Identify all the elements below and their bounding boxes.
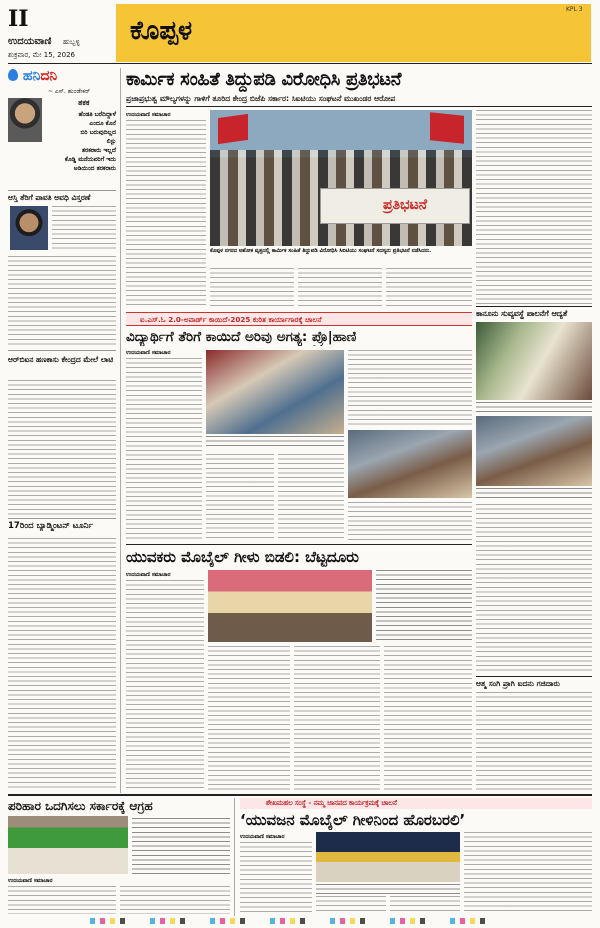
bottom-left-dateline: ಉದಯವಾಣಿ ಸಮಾಚಾರ xyxy=(8,878,53,884)
lead-text-col-1 xyxy=(126,120,206,308)
page-code: KPL 3 xyxy=(566,6,583,13)
story-2-photo xyxy=(206,350,344,434)
story-2-photo-2 xyxy=(348,430,472,498)
story-3-text-3 xyxy=(294,646,380,790)
story-2-text-3 xyxy=(278,454,344,540)
poem-line: ಲಿಸ್ಟು xyxy=(106,138,116,145)
registration-dots xyxy=(90,918,510,924)
story-2-caption xyxy=(206,436,344,450)
left-story-1-text xyxy=(52,206,116,252)
right-story-2-text xyxy=(476,692,592,790)
drop-icon xyxy=(8,69,18,81)
bottom-main-kicker-text: ಶೇಖಮಹಲ ಸಂಸ್ಥೆ - ನಮ್ಮ ಜಾನಪದ ಕಾರ್ಯಕ್ರಮಕ್ಕೆ ಚಾಲನೆ xyxy=(266,799,397,807)
dani-label: ದನಿ xyxy=(40,68,58,84)
bottom-left-caption xyxy=(132,818,230,874)
paper-name-text: ಉದಯವಾಣಿ xyxy=(8,36,52,47)
right-box-text xyxy=(476,504,592,674)
poem-title: ತಕಕ xyxy=(78,98,90,107)
story-3-rule xyxy=(126,544,472,545)
story-3-photo-side xyxy=(376,570,472,642)
bottom-left-headline: ಪರಿಹಾರ ಒದಗಿಸಲು ಸರ್ಕಾರಕ್ಕೆ ಆಗ್ರಹ xyxy=(8,799,153,813)
hani-label: ಹನಿ xyxy=(22,68,41,84)
right-box-photo xyxy=(476,322,592,400)
bottom-main-kicker xyxy=(240,798,592,809)
lead-headline: ಕಾರ್ಮಿಕ ಸಂಹಿತೆ ತಿದ್ದುಪಡಿ ವಿರೋಧಿಸಿ ಪ್ರತಿಭಟನೆ xyxy=(126,69,402,90)
paper-name xyxy=(8,36,80,47)
protest-banner-text: ಪ್ರತಿಭಟನೆ xyxy=(383,197,428,213)
bottom-vertical-rule xyxy=(234,798,235,916)
column-vertical-rule xyxy=(120,68,121,793)
right-box-rule xyxy=(476,306,592,307)
left-story-2-text xyxy=(8,380,116,516)
column-divider xyxy=(8,518,116,519)
left-story-1-photo xyxy=(10,206,48,250)
bottom-left-photo xyxy=(8,816,128,874)
page-number: II xyxy=(8,6,29,32)
poem-line: ತರಕರಾರು ಇಲ್ಲದೆ xyxy=(81,147,116,154)
bottom-main-text-4 xyxy=(464,832,592,914)
right-story-2-headline: ಆತ್ಮ ಸಂಗಿ ಪ್ರಾಗಿ ಐದನು ಗಜಿದಾರು xyxy=(476,679,560,688)
banner-strip-text: ಐ.ಎಸ್.ಓ 2.0-ಅವಾರ್ಡ್ ಕಾಯಿದೆ-2025 ಕುರಿತ ಕಾರ್ಯಾಗಾರಕ್ಕೆ ಚಾಲನೆ xyxy=(140,315,322,324)
lead-subhead-rule xyxy=(126,106,592,107)
bottom-main-text-2 xyxy=(316,896,386,914)
poem-line: ಎಂದೂ ಕೊನೆ xyxy=(89,120,116,127)
story-3-text-4 xyxy=(384,646,472,790)
bottom-main-text-3 xyxy=(390,896,460,914)
protest-banner xyxy=(320,188,470,224)
lead-text-col-5 xyxy=(476,110,592,304)
story-2-text-1 xyxy=(126,358,202,540)
section-title: ಕೊಪ್ಪಳ xyxy=(130,16,193,46)
left-story-1-text xyxy=(8,256,116,348)
bottom-left-text-2 xyxy=(120,886,230,914)
poem-body xyxy=(48,110,116,173)
poem-line: ಕೊಡ್ಡಿ ಮನೆಯವರಿಗೆ ಇದು xyxy=(64,156,116,163)
bottom-main-photo xyxy=(316,832,460,882)
story-2-text-4 xyxy=(348,350,472,426)
right-box-caption-2 xyxy=(476,488,592,500)
left-story-3-headline: 17ರಿಂದ ಬ್ಯಾಡ್ಮಿಂಟನ್ ಟೂರ್ನಿ xyxy=(8,521,93,531)
story-2-text-5 xyxy=(348,502,472,540)
lead-photo xyxy=(210,110,472,246)
bottom-section-rule xyxy=(8,794,592,796)
story-3-headline: ಯುವಕರು ಮೊಬೈಲ್ ಗೀಳು ಬಿಡಲಿ: ಬೆಟ್ಟದೂರು xyxy=(126,548,359,566)
hani-dani-logo xyxy=(8,68,116,84)
edition-text: ಹುಬ್ಬಳ್ಳಿ xyxy=(62,38,80,46)
lead-subhead: ಪ್ರಜಾಪ್ರಭುತ್ವ ಮೌಲ್ಯಗಳನ್ನು ಗಾಳಿಗೆ ತೂರಿದ ಕೇಂದ್ರ ಬಿಜೆಪಿ ಸರ್ಕಾರ: ಸಿಐಟಿಯು ಸಂಘಟನೆ ಮುಖಂಡರ ಆರೋಪ xyxy=(126,94,396,103)
protest-flag-icon xyxy=(430,112,464,144)
hani-dani-box xyxy=(8,68,116,188)
protest-flag-icon xyxy=(218,114,248,144)
story-3-text-1 xyxy=(126,580,204,790)
poet-portrait xyxy=(8,98,42,142)
story-2-headline: ವಿದ್ಯಾರ್ಥಿಗೆ ತೆರಿಗೆ ಕಾಯಿದೆ ಅರಿವು ಅಗತ್ಯ: ಪ್ರೊ|ಹಾಣಿ xyxy=(126,329,357,345)
right-box-headline: ಕಾನೂನು ಸುವ್ಯವಸ್ಥೆ ಪಾಲನೆಗೆ ಆದ್ಯತೆ xyxy=(476,309,568,318)
hani-dani-author: ~ ಎಸ್. ಹುಂಡೇಕರ್ xyxy=(48,88,91,95)
right-box-photo-2 xyxy=(476,416,592,486)
poem-line: ಅಡಿಯಿಂದ ತರಕರಾರು xyxy=(73,165,116,172)
issue-date: ಶುಕ್ರವಾರ, ಮೇ 15, 2026 xyxy=(8,51,75,59)
lead-caption: ಕೊಪ್ಪಳ ನಗರದ ಅಶೋಕ ವೃತ್ತದಲ್ಲಿ ಕಾರ್ಮಿಕ ಸಂಹಿತೆ ತಿದ್ದುಪಡಿ ವಿರೋಧಿಸಿ ಸಿಐಟಿಯು ಸಂಘಟನೆ ಸದಸ್ಯರು ಪ್ರತಿಭಟನೆ ನಡೆಸಿದರು. xyxy=(210,248,432,254)
story-2-text-2 xyxy=(206,454,274,540)
left-story-3-text xyxy=(8,538,116,790)
bottom-main-text-1 xyxy=(240,842,312,914)
masthead-rule xyxy=(8,63,592,64)
right-box-caption xyxy=(476,402,592,412)
lead-text-col-4 xyxy=(386,268,472,308)
left-story-1-headline: ಆಸ್ತಿ ತೆರಿಗೆ ಪಾವತಿ ಅವಧಿ ವಿಸ್ತರಣೆ xyxy=(8,193,91,202)
story-3-dateline: ಉದಯವಾಣಿ ಸಮಾಚಾರ xyxy=(126,572,171,578)
banner-strip xyxy=(126,312,472,326)
bottom-main-dateline: ಉದಯವಾಣಿ ಸಮಾಚಾರ xyxy=(240,834,285,840)
section-banner xyxy=(116,4,591,62)
lead-text-col-2 xyxy=(210,268,294,308)
bottom-main-caption xyxy=(316,884,460,894)
bottom-main-headline: ‘ಯುವಜನ ಮೊಬೈಲ್ ಗೀಳಿನಿಂದ ಹೊರಬರಲಿ’ xyxy=(240,811,466,829)
left-story-2-headline: ಆರ್‌ಬಿಐನ ಹಣಕಾಸು ಕೇಂದ್ರದ ಮೇಲೆ ಲಾಟಿ xyxy=(8,355,114,364)
poem-line: ಹೆಂಡತಿ ಬರೆದಿದ್ದಾಳೆ xyxy=(78,111,116,118)
story-2-dateline: ಉದಯವಾಣಿ ಸಮಾಚಾರ xyxy=(126,350,171,356)
poem-line: ಬಿರಿ ಬರುವುದಿಲ್ಲದ xyxy=(80,129,116,136)
right-story-2-rule xyxy=(476,676,592,677)
lead-dateline: ಉದಯವಾಣಿ ಸಮಾಚಾರ xyxy=(126,112,171,118)
column-divider xyxy=(8,350,116,351)
story-3-text-2 xyxy=(208,646,290,790)
story-3-photo xyxy=(208,570,372,642)
lead-text-col-3 xyxy=(298,268,382,308)
column-divider xyxy=(8,190,116,191)
bottom-left-text-1 xyxy=(8,886,116,914)
